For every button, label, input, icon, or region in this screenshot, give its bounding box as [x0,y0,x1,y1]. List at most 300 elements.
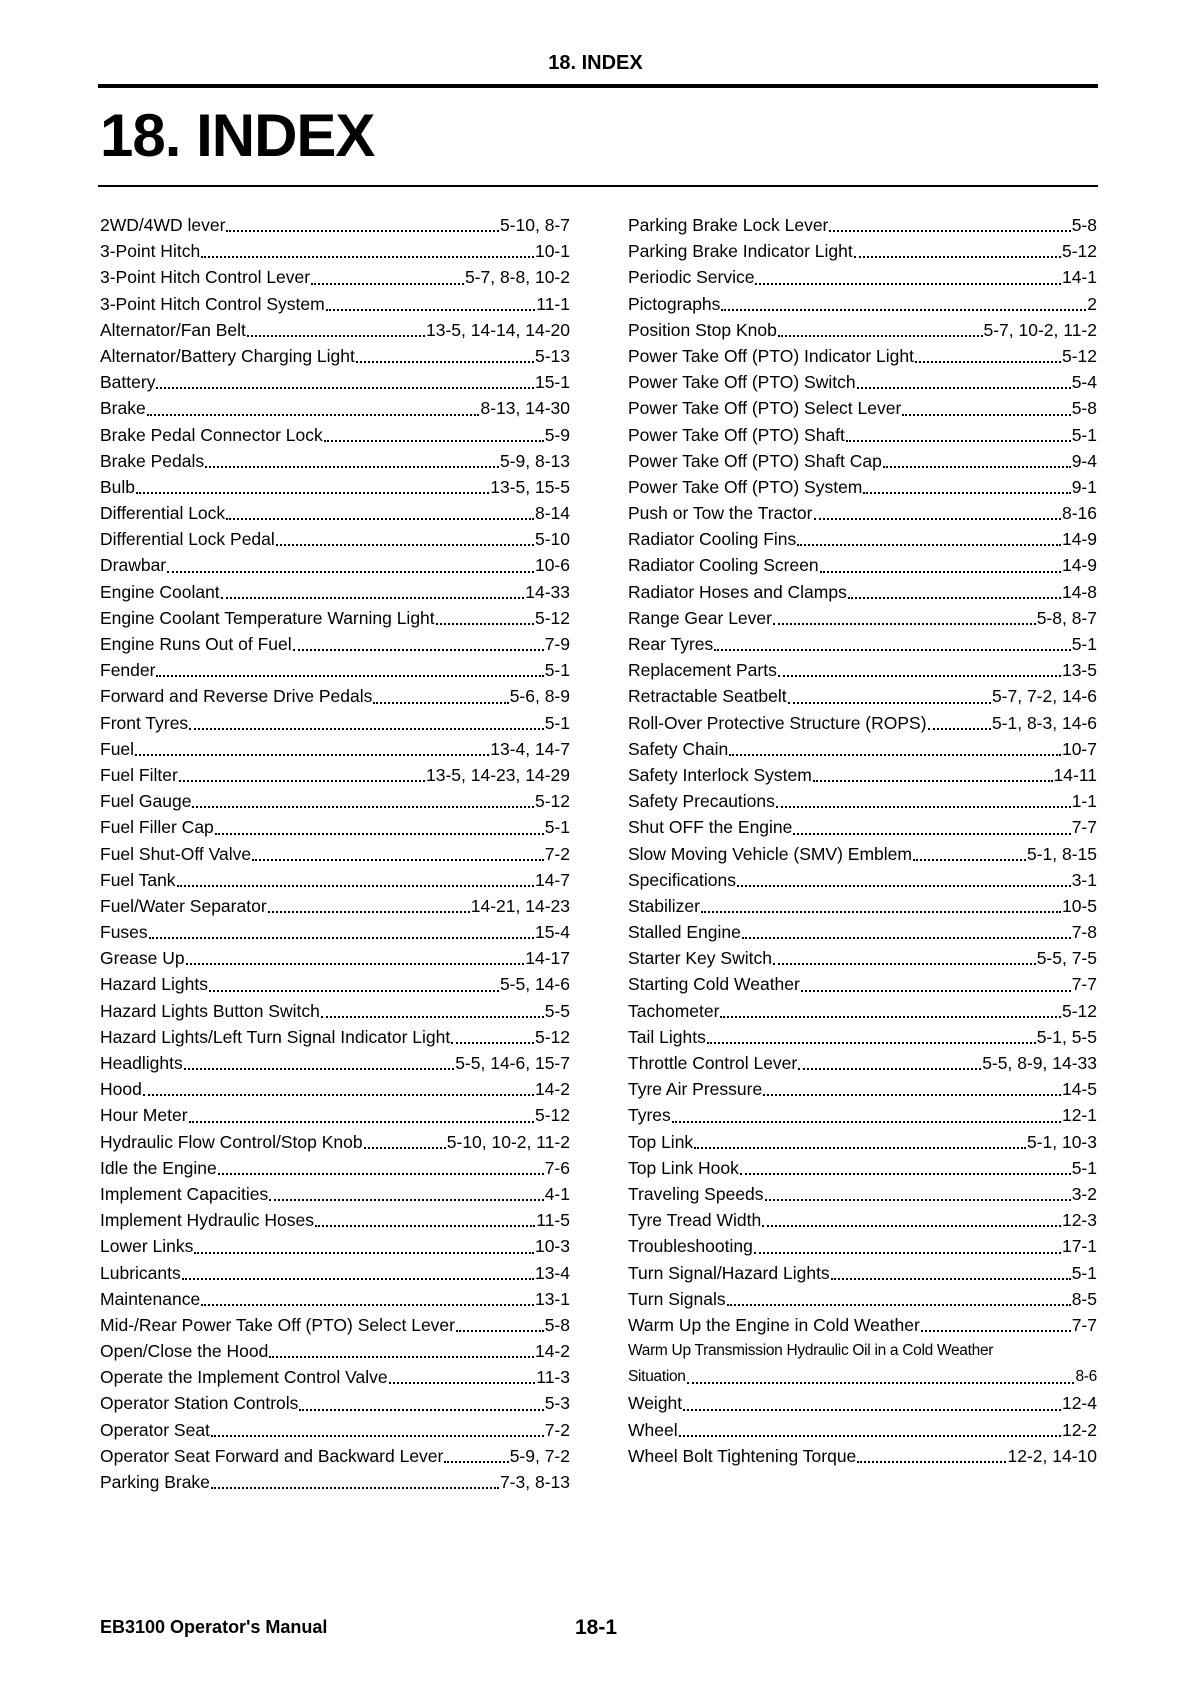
index-pages: 14-9 [1061,529,1097,550]
index-pages: 14-5 [1061,1079,1097,1100]
index-term: Stabilizer [628,895,700,916]
dot-leader [373,702,508,704]
dot-leader [902,414,1070,416]
dot-leader [883,466,1071,468]
index-pages: 5-1 [544,817,570,838]
index-pages: 7-7 [1071,817,1097,838]
index-pages: 5-7, 10-2, 11-2 [983,319,1097,340]
index-term: Lower Links [100,1236,194,1257]
running-header: 18. INDEX [548,52,643,74]
index-pages: 7-6 [544,1157,570,1178]
index-entry [628,369,1097,395]
index-pages: 13-1 [534,1288,570,1309]
index-term: Power Take Off (PTO) Indicator Light [628,345,914,366]
index-pages: 15-1 [534,372,570,393]
dot-leader [863,492,1070,494]
index-pages: 7-8 [1071,922,1097,943]
index-term: Tachometer [628,1000,720,1021]
index-term: Power Take Off (PTO) Shaft Cap [628,450,882,471]
dot-leader [189,728,544,730]
index-pages: 8-14 [534,503,570,524]
index-term: Wheel [628,1419,678,1440]
index-term: Fuel/Water Separator [100,895,267,916]
index-term: Safety Precautions [628,791,775,812]
index-entry [628,264,1097,290]
index-entry [628,971,1097,997]
index-term: Operate the Implement Control Valve [100,1367,388,1388]
index-entry [100,631,570,657]
index-term: Position Stop Knob [628,319,777,340]
index-entry [628,919,1097,945]
index-pages: 14-33 [525,581,570,602]
index-term: Maintenance [100,1288,201,1309]
index-pages: 5-4 [1071,372,1097,393]
dot-leader [921,1330,1071,1332]
index-entry [100,448,570,474]
index-term: Replacement Parts [628,660,777,681]
index-term: Battery [100,372,156,393]
index-term: Engine Coolant Temperature Warning Light [100,607,435,628]
index-pages: 5-8 [1071,398,1097,419]
index-entry [628,1102,1097,1128]
index-entry [100,736,570,762]
index-pages: 13-4 [534,1262,570,1283]
index-pages: 14-17 [525,948,570,969]
index-pages: 13-5, 14-14, 14-20 [426,319,570,340]
index-term: Alternator/Battery Charging Light [100,345,355,366]
index-pages: 2 [1087,293,1097,314]
dot-leader [707,1042,1036,1044]
index-term: Fuel Gauge [100,791,192,812]
index-term: Weight [628,1393,683,1414]
footer-page-number: 18-1 [575,1616,618,1639]
index-term: Tyre Air Pressure [628,1079,763,1100]
index-pages: 13-5 [1061,660,1097,681]
index-term: Fuel Filter [100,764,178,785]
index-term: Parking Brake Indicator Light [628,241,853,262]
dot-leader [672,1121,1061,1123]
index-term: Front Tyres [100,712,189,733]
index-entry [100,1207,570,1233]
dot-leader [179,780,425,782]
index-pages: 15-4 [534,922,570,943]
index-pages: 5-1 [1071,1262,1097,1283]
index-term: Wheel Bolt Tightening Torque [628,1445,857,1466]
index-term: Forward and Reverse Drive Pedals [100,686,373,707]
index-term: Power Take Off (PTO) Shaft [628,424,845,445]
index-pages: 7-2 [544,1419,570,1440]
index-column-left [100,212,570,1495]
index-term: Stalled Engine [628,922,741,943]
dot-leader [798,1068,981,1070]
dot-leader [848,597,1061,599]
index-entry [628,1417,1097,1443]
index-entry [628,1155,1097,1181]
index-entry [628,1312,1097,1338]
index-pages: 5-12 [1061,241,1097,262]
dot-leader [720,1016,1061,1018]
footer-manual-title: EB3100 Operator's Manual [100,1617,328,1637]
index-entry [100,1312,570,1338]
index-pages: 5-8 [544,1314,570,1335]
index-pages: 5-12 [534,791,570,812]
index-entry [628,1286,1097,1312]
dot-leader [679,1435,1061,1437]
index-term: Starting Cold Weather [628,974,800,995]
dot-leader [269,1199,543,1201]
index-pages: 11-5 [536,1210,570,1231]
dot-leader [326,309,536,311]
index-pages: 1-1 [1071,791,1097,812]
index-term: Fuel [100,738,135,759]
index-entry [628,1233,1097,1259]
dot-leader [721,309,1086,311]
index-entry [100,1417,570,1443]
index-entry [100,1129,570,1155]
dot-leader [215,833,544,835]
index-pages: 8-5 [1071,1288,1097,1309]
dot-leader [928,728,991,730]
index-pages: 5-1 [544,712,570,733]
index-term: Slow Moving Vehicle (SMV) Emblem [628,843,912,864]
index-term: Headlights [100,1053,183,1073]
dot-leader [221,597,525,599]
index-entry [100,945,570,971]
dot-leader [776,806,1071,808]
index-pages: 5-9 [544,424,570,445]
index-entry [628,1260,1097,1286]
dot-leader [177,885,534,887]
index-term: Engine Runs Out of Fuel [100,634,292,654]
index-term: Differential Lock Pedal [100,529,275,550]
index-pages: 8-6 [1075,1368,1097,1386]
index-entry [100,395,570,421]
index-pages: 14-21, 14-23 [470,895,570,916]
index-term: Hazard Lights Button Switch [100,1000,320,1021]
index-term: Brake Pedal Connector Lock [100,424,323,445]
index-entry [628,1181,1097,1207]
index-term: 3-Point Hitch Control Lever [100,267,311,288]
dot-leader [831,1278,1071,1280]
index-term: Push or Tow the Tractor [628,503,813,524]
index-entry [628,317,1097,343]
index-pages: 5-5, 14-6, 15-7 [455,1053,570,1073]
dot-leader [755,283,1061,285]
index-term: Operator Seat [100,1419,210,1440]
index-pages: 5-1 [1071,424,1097,445]
index-term: Safety Chain [628,738,729,759]
dot-leader [252,859,544,861]
dot-leader [436,623,534,625]
index-pages: 13-5, 15-5 [490,476,570,497]
index-pages: 5-13 [534,345,570,366]
dot-leader [857,387,1071,389]
index-term: Warm Up the Engine in Cold Weather [628,1314,920,1335]
index-term: Warm Up Transmission Hydraulic Oil in a Cold Weather [628,1342,994,1360]
index-entry [628,683,1097,709]
index-pages: 11-1 [536,293,570,314]
index-entry [100,893,570,919]
dot-leader [846,440,1071,442]
index-entry [100,264,570,290]
index-term: Parking Brake Lock Lever [628,215,829,235]
dot-leader [182,1278,534,1280]
index-entry [100,474,570,500]
index-entry [628,867,1097,893]
index-entry [628,814,1097,840]
index-entry [628,788,1097,814]
index-term: Power Take Off (PTO) System [628,476,863,497]
index-entry [100,500,570,526]
page-title: 18. INDEX [100,102,375,169]
index-term: Hood [100,1079,142,1100]
dot-leader [268,911,470,913]
index-term: Implement Hydraulic Hoses [100,1210,314,1231]
dot-leader [143,1094,534,1096]
index-pages: 5-10, 10-2, 11-2 [446,1131,570,1152]
index-pages: 5-9, 7-2 [509,1445,570,1466]
index-pages: 12-1 [1061,1105,1097,1126]
dot-leader [801,990,1071,992]
index-entry [628,212,1097,238]
index-term: Throttle Control Lever [628,1053,798,1073]
index-entry [628,291,1097,317]
index-pages: 14-1 [1061,267,1097,288]
dot-leader [857,1461,1006,1463]
index-pages: 5-12 [534,1026,570,1047]
index-pages: 17-1 [1061,1236,1097,1257]
dot-leader [456,1330,544,1332]
dot-leader [269,1356,534,1358]
index-term: Drawbar [100,555,167,576]
index-entry [100,919,570,945]
index-term: Fuel Tank [100,869,176,890]
index-term: Idle the Engine [100,1157,217,1178]
dot-leader [814,518,1061,520]
index-term: Power Take Off (PTO) Switch [628,372,856,393]
index-term: Open/Close the Hood [100,1341,269,1362]
index-entry [628,579,1097,605]
index-pages: 12-2, 14-10 [1007,1445,1097,1466]
index-entry [628,500,1097,526]
index-pages: 12-3 [1061,1210,1097,1231]
dot-leader [729,754,1061,756]
dot-leader [797,544,1061,546]
index-term: Lubricants [100,1262,181,1283]
dot-leader [324,440,544,442]
index-term: Power Take Off (PTO) Select Lever [628,398,902,419]
index-entry [100,1181,570,1207]
dot-leader [311,283,464,285]
index-entry [628,893,1097,919]
index-term: 3-Point Hitch Control System [100,293,325,314]
index-entry [100,710,570,736]
index-entry [100,1050,570,1076]
dot-leader [315,1225,535,1227]
index-entry [100,552,570,578]
index-pages: 11-3 [536,1367,570,1388]
dot-leader [201,1304,534,1306]
index-pages: 5-10, 8-7 [499,215,570,235]
index-entry [628,736,1097,762]
index-entry [100,579,570,605]
index-term: Radiator Cooling Screen [628,555,819,576]
index-pages: 7-7 [1071,1314,1097,1335]
index-pages: 14-8 [1061,581,1097,602]
index-term: Roll-Over Protective Structure (ROPS) [628,712,927,733]
index-entry [100,422,570,448]
index-pages: 5-1 [544,660,570,681]
index-entry [628,762,1097,788]
index-entry [100,867,570,893]
index-pages: 9-4 [1071,450,1097,471]
header-rule [98,84,1098,88]
dot-leader [321,1016,544,1018]
dot-leader [276,544,534,546]
index-pages: 4-1 [544,1183,570,1204]
index-pages: 5-12 [534,607,570,628]
dot-leader [765,1199,1071,1201]
index-term: Differential Lock [100,503,226,524]
dot-leader [687,1382,1075,1384]
index-term: Periodic Service [628,267,755,288]
dot-leader [389,1382,536,1384]
index-entry [628,395,1097,421]
index-term: Grease Up [100,948,185,969]
index-pages: 14-11 [1053,764,1097,785]
index-entry [628,657,1097,683]
dot-leader [186,963,525,965]
index-term: Fuses [100,922,148,943]
index-pages: 10-6 [534,555,570,576]
index-term: Brake [100,398,146,419]
index-entry [100,212,570,238]
index-entry [100,841,570,867]
index-pages: 5-1 [1071,1157,1097,1178]
index-term: Mid-/Rear Power Take Off (PTO) Select Lever [100,1314,455,1335]
index-pages: 7-3, 8-13 [499,1472,570,1492]
index-pages: 5-12 [534,1105,570,1126]
dot-leader [135,754,489,756]
index-term: 3-Point Hitch [100,241,201,262]
dot-leader [226,230,499,232]
index-pages: 14-7 [534,869,570,890]
dot-leader [778,335,983,337]
index-pages: 10-5 [1061,895,1097,916]
index-entry [100,291,570,317]
index-entry [628,238,1097,264]
index-term: Traveling Speeds [628,1183,764,1204]
index-pages: 5-5, 14-6 [499,974,570,995]
index-pages: 13-5, 14-23, 14-29 [426,764,570,785]
index-entry [100,1364,570,1390]
index-entry [628,1338,1097,1364]
dot-leader [194,1252,534,1254]
dot-leader [773,623,1036,625]
index-entry [628,1076,1097,1102]
dot-leader [247,335,425,337]
dot-leader [788,702,991,704]
dot-leader [701,911,1061,913]
dot-leader [299,1409,543,1411]
index-pages: 5-12 [1061,1000,1097,1021]
index-entry [100,605,570,631]
index-entry [100,1338,570,1364]
index-term: Fuel Filler Cap [100,817,214,838]
index-pages: 8-13, 14-30 [480,398,570,419]
index-pages: 12-4 [1061,1393,1097,1414]
index-pages: 8-16 [1061,503,1097,524]
dot-leader [156,387,534,389]
index-entry [100,683,570,709]
index-pages: 5-5, 8-9, 14-33 [982,1053,1097,1073]
index-term: Hydraulic Flow Control/Stop Knob [100,1131,363,1152]
index-pages: 14-2 [534,1079,570,1100]
index-entry [628,1364,1097,1390]
index-pages: 7-9 [544,634,570,654]
index-pages: 9-1 [1071,476,1097,497]
index-term: Brake Pedals [100,450,205,471]
index-pages: 5-7, 7-2, 14-6 [991,686,1097,707]
index-pages: 5-1, 10-3 [1026,1131,1097,1152]
index-pages: 5-8, 8-7 [1036,607,1097,628]
index-entry [628,1390,1097,1416]
index-entry [628,1443,1097,1469]
index-pages: 13-4, 14-7 [490,738,570,759]
index-entry [628,1129,1097,1155]
index-entry [628,1050,1097,1076]
index-term: Fender [100,660,156,681]
index-entry [100,1469,570,1495]
index-entry [100,1260,570,1286]
index-entry [628,998,1097,1024]
index-pages: 14-9 [1061,555,1097,576]
index-term: Hour Meter [100,1105,188,1126]
index-entry [100,762,570,788]
dot-leader [727,1304,1071,1306]
index-entry [628,343,1097,369]
index-pages: 7-7 [1071,974,1097,995]
dot-leader [209,990,499,992]
index-pages: 5-10 [534,529,570,550]
index-pages: 5-6, 8-9 [509,686,570,707]
index-pages: 5-1, 8-15 [1026,843,1097,864]
index-term: Parking Brake [100,1472,210,1492]
index-term: Radiator Hoses and Clamps [628,581,847,602]
index-term: Bulb [100,476,136,497]
index-entry [100,657,570,683]
dot-leader [189,1121,534,1123]
dot-leader [226,518,534,520]
index-column-right [628,212,1097,1469]
dot-leader [211,1487,499,1489]
dot-leader [156,675,543,677]
dot-leader [913,859,1026,861]
dot-leader [742,937,1071,939]
dot-leader [813,780,1053,782]
dot-leader [356,361,534,363]
index-pages: 5-12 [1061,345,1097,366]
dot-leader [293,649,544,651]
index-entry [628,448,1097,474]
index-entry [628,422,1097,448]
index-entry [100,343,570,369]
index-pages: 5-1 [1071,634,1097,654]
title-rule [98,185,1098,187]
index-term: Situation [628,1368,686,1386]
index-entry [100,1024,570,1050]
index-entry [100,1443,570,1469]
